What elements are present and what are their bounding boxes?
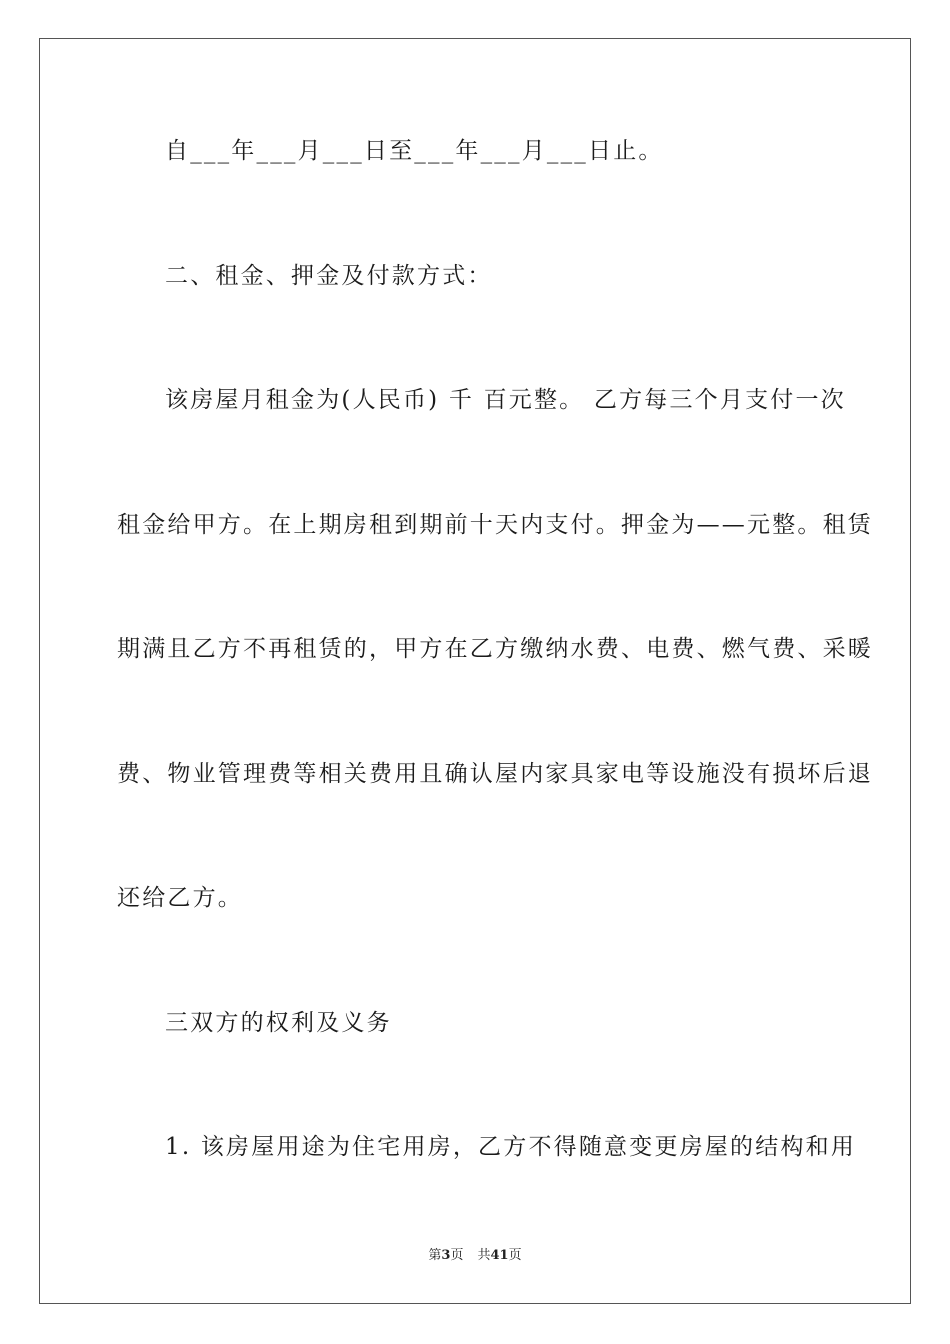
- page-border: [39, 38, 911, 1304]
- paragraph-line: 还给乙方。: [117, 885, 243, 911]
- total-pages: 41: [490, 1248, 509, 1263]
- page-number: 3: [441, 1248, 451, 1263]
- paragraph-line: 期满且乙方不再租赁的，甲方在乙方缴纳水费、电费、燃气费、采暖: [117, 636, 873, 662]
- page-footer: [0, 1248, 950, 1264]
- section-heading-rent: 二、租金、押金及付款方式：: [165, 263, 493, 289]
- clause-1-line: 1. 该房屋用途为住宅用房，乙方不得随意变更房屋的结构和用: [165, 1134, 857, 1160]
- paragraph-line: 租金给甲方。在上期房租到期前十天内支付。押金为——元整。租赁: [117, 512, 873, 538]
- page-suffix: 页: [450, 1248, 464, 1263]
- page-prefix: 第: [428, 1248, 442, 1263]
- date-range-line: 自___年___月___日至___年___月___日止。: [165, 138, 664, 164]
- section-heading-rights: 三双方的权利及义务: [165, 1010, 392, 1036]
- total-suffix: 页: [508, 1248, 522, 1263]
- total-prefix: 共: [477, 1248, 491, 1263]
- paragraph-line: 费、物业管理费等相关费用且确认屋内家具家电等设施没有损坏后退: [117, 761, 873, 787]
- paragraph-line: 该房屋月租金为(人民币) 千 百元整。 乙方每三个月支付一次: [165, 387, 846, 413]
